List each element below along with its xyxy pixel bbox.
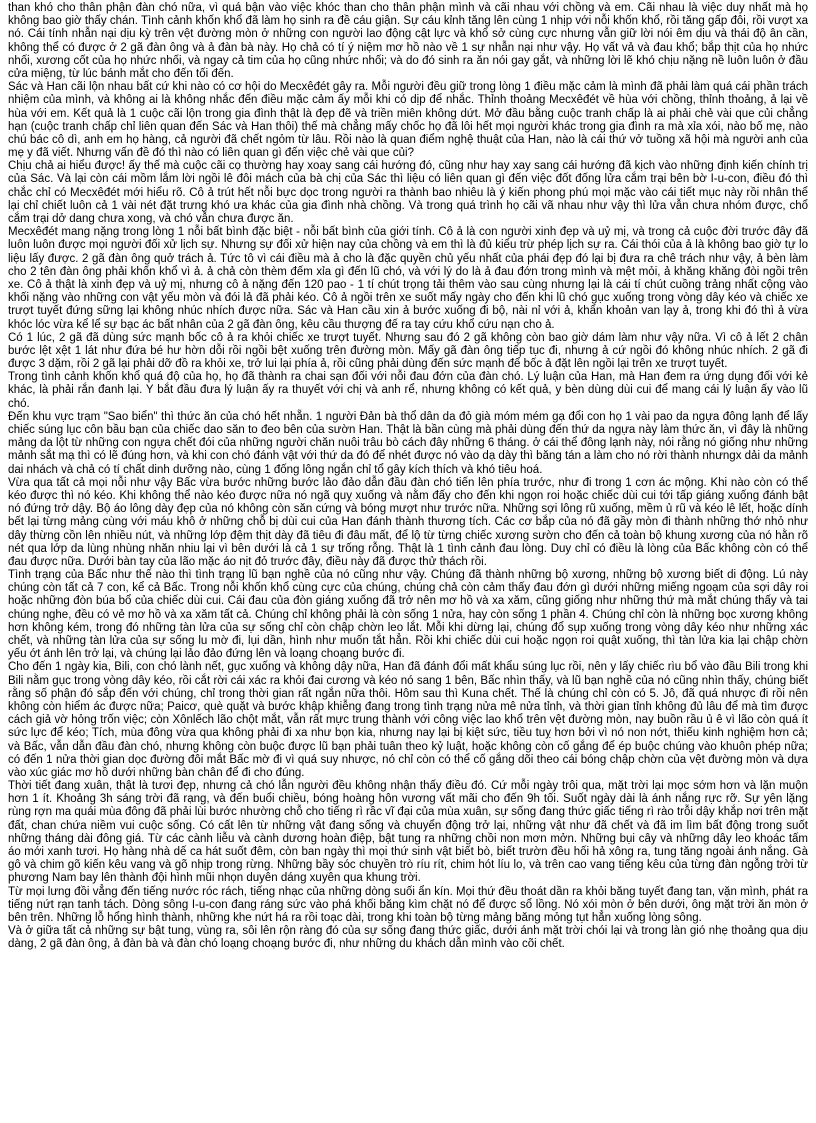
paragraph: Vừa qua tất cả mọi nỗi như vậy Bấc vừa bước những bước lảo đảo dẫn đầu đàn chó tiến lên phía trước, như đi trong 1 cơn ác mộng. Khi nào còn có thể kéo được thì nó kéo. Khi không thể nào kéo được nữa nó ngã quỵ xuống và nằm đấy cho đến khi ngọn roi hoặc chiếc dùi cui tới tấp giáng xuống đánh bật nó đứng trở dậy. Bộ áo lông dày đẹp của nó không còn săn cứng và bóng mượt như trước nữa. Những sợi lông rũ xuống, mềm ủ rũ và kéo lê lết, hoặc dính bết lại từng mảng cùng với máu khô ở những chỗ bị dùi cui của Han đánh thành thương tích. Các cơ bắp của nó đã gầy mòn đi thành những thớ nhỏ như dây thừng cồn lên nhiều nút, và những lớp đệm thịt dày đã tiêu đi đâu mất, để lộ từ từng chiếc xương sườn cho đến cả toàn bộ khung xương của nó hằn rõ nét qua lớp da lùng nhùng nhăn nhiu lại vì bên dưới là cả 1 sự trống rỗng. Thật là 1 tình cảnh đau lòng. Duy chỉ có điều là lòng của Bấc không còn có thể đau được nữa. Dưới bàn tay của lão mặc áo nịt đỏ trước đây, điều này đã được thử thách rồi. [8,476,808,568]
paragraph: Sác và Han cãi lộn nhau bất cứ khi nào có cơ hội do Mecxêđét gây ra. Mỗi người đều giữ trong lòng 1 điều mặc cảm là mình đã phải làm quá cái phần trách nhiệm của mình, và không ai là không nhắc đến điều mặc cảm ấy mỗi khi có dịp để nhắc. Thỉnh thoảng Mecxêđét về hùa với chồng, thỉnh thoảng, ả lại về hùa với em. Kết quả là 1 cuộc cãi lộn trong gia đình thật là đẹp đẽ và triền miên không dứt. Mở đầu bằng cuộc tranh chấp là ai phải chẻ vài que củi chẳng hạn (cuộc tranh chấp chỉ liên quan đến Sác và Han thôi) thế mà chẳng mấy chốc họ đã lôi hết mọi người khác trong gia đình ra mà xỉa xói, nào bố mẹ, nào chú bác cô dì, anh em họ hàng, cả người đã chết ngỏm từ lâu. Rồi nào là quan điểm nghệ thuật của Han, nào là cái thứ vở tuồng xã hội mà người anh của mẹ y đã viết. Nhưng vấn đề đó thì nào có liên quan gì đến việc chẻ vài que củi? [8,81,808,160]
paragraph: Từ mọi lưng đồi vẳng đến tiếng nước róc rách, tiếng nhạc của những dòng suối ẩn kín. Mọi thứ đều thoát dần ra khỏi băng tuyết đang tan, vặn mình, phát ra tiếng nứt rạn tanh tách. Dòng sông I-u-con đang ráng sức vào phá khối băng kìm chặt nó để được sổ lồng. Nó xói mòn ở bên dưới, ông mặt trời ăn mòn ở bên trên. Những lỗ hổng hình thành, những khe nứt há ra rồi toạc dài, trong khi toàn bộ từng mảng băng mỏng tụt hẳn xuống lòng sông. [8,885,808,924]
paragraph: Tình trạng của Bấc như thế nào thì tình trạng lũ bạn nghề của nó cũng như vậy. Chúng đã thành những bộ xương, những bộ xương biết di động. Lú này chúng còn tất cả 7 con, kể cả Bấc. Trong nỗi khốn khổ cùng cực của chúng, chúng chả còn cảm thấy đau đớn gì dưới những miếng ngoạm của sợi dây roi hoặc những đòn búa bổ của chiếc dùi cui. Cái đau của đòn giáng xuống đã trở nên mơ hồ và xa xăm, cũng giống như những thứ mà mắt chúng thấy và tai chúng nghe, đều có vẻ mơ hồ và xa xăm tất cả. Chúng chỉ không phải là còn sống 1 nửa, hay còn sống 1 phần 4. Chúng chỉ còn là những bọc xương không hơn không kém, trong đó những tàn lửa của sự sống chỉ còn chập chờn leo lắt. Mỗi khi dừng lại, chúng đổ sụp xuống trong vòng dây kéo như những xác chết, và những tàn lửa của sự sống lu mờ đi, lụi dần, hình như muốn tắt hẳn. Rồi khi chiếc dùi cui hoặc ngọn roi quật xuống, thì tàn lửa kia lại chập chờn yếu ớt ánh lên trở lại, và chúng lại lảo đảo đứng lên và loạng choạng bước đi. [8,569,808,661]
paragraph: Mecxêđét mang nặng trong lòng 1 nỗi bất bình đặc biệt - nỗi bất bình của giới tính. Cô ả là con người xinh đẹp và uỷ mị, và trong cả cuộc đời trước đây đã luôn luôn được mọi người đối xử lịch sự. Nhưng sự đối xử hiện nay của chồng và em thì là đủ kiểu trừ phép lịch sự ra. Cái thói của ả là không bao giờ tự lo liệu lấy được. 2 gã đàn ông quở trách ả. Tức tô vì cái điều mà ả cho là đặc quyền chủ yếu nhất của phái đẹp đó lại bị đưa ra chê trách như vậy, ả bèn làm cho 2 tên đàn ông phải khốn khổ vì ả. ả chả còn thèm đếm xỉa gì đến lũ chó, và với lý do là ả đau đớn trong mình và mệt mỏi, ả khăng khăng đòi ngồi trên xe. Cô ả thật là xinh đẹp và uỷ mị, nhưng cô ả nặng đến 120 pao - 1 tí chút trọng tải thêm vào sau cùng nhưng lại là cái tí chút cuồng trảng nhất cộng vào khối nặng vào những con vật yếu mòn và đói lả đã phải kéo. Cô ả ngồi trên xe suốt mấy ngày cho đến khi lũ chó gục xuống trong vòng dây kéo và chiếc xe trượt tuyết đứng sững lại không nhúc nhích được nữa. Sác và Han cầu xin ả bước xuống đi bộ, nài nỉ với ả, khẩn khoản van lạy ả, trong khi đó thì ả vừa khóc lóc vừa kể lể sự bạc ác bất nhân của 2 gã đàn ông, kêu cầu thượng đế ra tay cứu khổ cứu nạn cho ả. [8,226,808,331]
paragraph: Chịu chả ai hiểu được! ấy thế mà cuộc cãi cọ thường hay xoay sang cái hướng đó, cũng như hay xay sang cái hướng đã kịch vào những định kiến chính trị của Sác. Và lại còn cái mồm lắm lời ngồi lê đôi mách của bà chị của Sác thì liệu có liên quan gì đến việc đốt đống lửa cắm trại bên bờ I-u-con, điều đó thì chắc chỉ có Mecxêđét mới hiểu rõ. Cô ả trút hết nỗi bực dọc trong người ra thành bao nhiêu là ý kiến phong phú mọi mặc vào cái tiết mục này rồi nhân thể lại chỉ chiết luôn cả 1 vài nét đặt trưng khó ưa khác của gia đình nhà chồng. Và trong quá trình họ cãi vã nhau như vậy thì lửa vẫn chưa nhóm được, chổ cắm trại dở dang chưa xong, và chó vẫn chưa được ăn. [8,160,808,225]
paragraph: Đến khu vực trạm "Sao biển" thì thức ăn của chó hết nhẵn. 1 người Đản bà thổ dân da đỏ già móm mém gạ đổi con họ 1 vài pao da ngựa đông lạnh để lấy chiếc súng lục côn bầu bạn của chiếc dao săn to đeo bên của sườn Han. Thật là bần cùng mà phải dùng đến thứ da ngựa này làm thức ăn, vì đây là những mảng da lột từ những con ngựa chết đói của những người chăn nuôi trâu bò cách đây những 6 tháng. ở cái thể đông lạnh này, nói rằng nó giống như những mảnh sắt mạ thì có lẽ đúng hơn, và khi con chó đánh vật với thứ da đó để nhét được nó vào dạ dày thì băng tán a làm cho nó rời thành nhưngx dải da mảnh dai nhách và chả có tí chất dinh dưỡng nào, cùng 1 đống lông ngắn chỉ tổ gây kích thích và khó tiêu hoá. [8,410,808,476]
paragraph: Cho đến 1 ngày kia, Bili, con chó lành nết, gục xuống và không dậy nữa, Han đã đánh đổi mất khẩu súng lục rồi, nên y lấy chiếc rìu bổ vào đầu Bili trong khi Bili nằm gục trong vòng dây kéo, rồi cắt rời cái xác ra khỏi đai cương và kéo nó sang 1 bên, Bấc nhìn thấy, và lũ bạn nghề của nó cũng nhìn thấy, chúng biết rằng số phận đó sắp đến với chúng, chỉ trong thời gian rất ngắn nữa thôi. Hôm sau thì Kuna chết. Thế là chúng chỉ còn có 5. Jô, đã quá nhược đi rồi nên không còn hiểm ác được nữa; Paicơ, què quặt và bước khập khiễng đang trong tình trạng nửa mê nửa tỉnh, và thời gian tỉnh không đủ lâu để mà tìm được cách giả vờ hỏng trốn việc; còn Xônlếch lão chột mắt, vẫn rất mực trung thành với công việc lao khổ trên vệt đường mòn, nay buồn rầu ủ ê vì lão còn quá ít sức lực để kéo; Tích, mùa đông vừa qua không phải đi xa như bọn kia, nhưng nay lại bị kiệt sức, tiều tuỵ hơn bởi vì nó non nớt, thiếu kinh nghiệm hơn cả; và Bấc, vẫn dẫn đầu đàn chó, nhưng không còn buộc được lũ bạn phải tuân theo kỷ luật, hoặc không còn cố gắng để ép buộc chúng vào khuôn phép nữa; có đến 1 nửa thời gian dọc đường đôi mắt Bấc mờ đi vì quá suy nhược, nó chỉ còn có thể cố gắng dõi theo cái bóng chập chờn của vệt đường mòn và dựa vào xúc giác mơ hồ dưới những bàn chân để đi cho đúng. [8,661,808,779]
paragraph: Có 1 lúc, 2 gã đã dùng sức mạnh bốc cô ả ra khỏi chiếc xe trượt tuyết. Nhưng sau đó 2 gã không còn bao giờ dám làm như vậy nữa. Vì cô ả lết 2 chân bước lệt xệt 1 lát như đứa bé hư hờn dỗi rồi ngồi bệt xuống trên đường mòn. Mấy gã đàn ông tiếp tục đi, nhưng ả cứ ngồi đó không nhúc nhích. 2 gã đi được 3 dặm, rồi 2 gã lại phải dỡ đồ ra khỏi xe, trở lui lại phía ả, rồi cũng phải dùng đến sức mạnh để bốc ả đặt lên ngồi lại trên xe trượt tuyết. [8,331,808,371]
paragraph: Và ở giữa tất cả những sự bật tung, vùng ra, sôi lên rộn ràng đó của sự sống đang thức giấc, dưới ánh mặt trời chói lại và trong làn gió nhẹ thoảng qua dịu dàng, 2 gã đàn ông, ả đàn bà và đàn chó loạng choạng bước đi, như những du khách dẫn mình vào cõi chết. [8,925,808,951]
paragraph: Trong tình cảnh khốn khổ quá độ của họ, họ đã thành ra chai sạn đối với nỗi đau đớn của đàn chó. Lý luận của Han, mà Han đem ra ứng dụng đối với kẻ khác, là phải rắn đanh lại. Y bắt đầu đưa lý luận ấy ra thuyết với chị và anh rể, nhưng không có kết quả, y bèn dùng dùi cui để mang cái lý luận ấy vào lũ chó. [8,371,808,410]
paragraph: Thời tiết đang xuân, thật là tươi đẹp, nhưng cả chó lẫn người đều không nhận thấy điều đó. Cứ mỗi ngày trôi qua, mặt trời lại mọc sớm hơn và lặn muộn hơn 1 ít. Khoảng 3h sáng trời đã rạng, và đến buổi chiều, bóng hoàng hôn vương vất mãi cho đến 9h tối. Suốt ngày dài là ánh nắng rực rỡ. Sự yên lặng rùng rợn ma quái mùa đông đã phải lùi bước nhường chỗ cho tiếng rì rầc vĩ đại của mùa xuân, sự sống đang thức giấc tiếng rì rào trỗi dậy khắp nơi trên mặt đất, chan chứa niềm vui cuộc sống. Có cất lên từ những vật đang sống và chuyển động trở lại, những vật như đã chết và đã im lìm bất động trong suốt những tháng dài đông giá. Từ các cành liễu và cành dương hoàn điệp, bật tung ra những chồi non mơn mởn. Những bụi cây và những dây leo khoác tấm áo mới xanh tươi. Họ hàng nhà dế ca hát suốt đêm, còn ban ngày thì mọi thứ sinh vật biết bò, biết trườn đều hối hả xông ra, tung tăng ngoài ánh nắng. Gà gô và chim gõ kiến kêu vang và gõ nhịp trong rừng. Những bầy sóc chuyền trò ríu rít, chim hót líu lo, và trên cao vang tiếng kêu của từng đàn ngỗng trời từ phương Nam bay lên thành đội hình mũi nhọn duyên dáng xuyên qua khung trời. [8,780,808,885]
paragraph: than khó cho thân phận đàn chó nữa, vì quá bận vào việc khóc than cho thân phận mình và cãi nhau với chồng và em. Cãi nhau là việc duy nhất mà họ không bao giờ thấy chán. Tình cảnh khốn khổ đã làm họ sinh ra đề cáu giận. Sự cáu kỉnh tăng lên cùng 1 nhịp với nỗi khốn khổ, rồi tăng gấp đôi, rồi vượt xa nó. Cái tính nhẫn nại dịu kỳ trên vệt đường mòn ở những con người lao động cật lực và khổ sở cùng cực nhưng vẫn giữ lời nói êm dịu và thái độ ân cần, không thể có được ở 2 gã đàn ông và ả đàn bà này. Họ chả có tí ý niệm mơ hồ nào về 1 sự nhẫn nại như vậy. Họ vất vả và đau khổ; bắp thịt của họ nhức nhối, xương cốt của họ nhức nhối, và ngay cả tim của họ cũng nhức nhối; và do đó sinh ra ăn nói gay gắt, và những lời lẽ khó chịu nặng nề luôn luôn ở đầu cửa miệng, từ lúc bánh mắt cho đến tối đến. [8,2,808,80]
